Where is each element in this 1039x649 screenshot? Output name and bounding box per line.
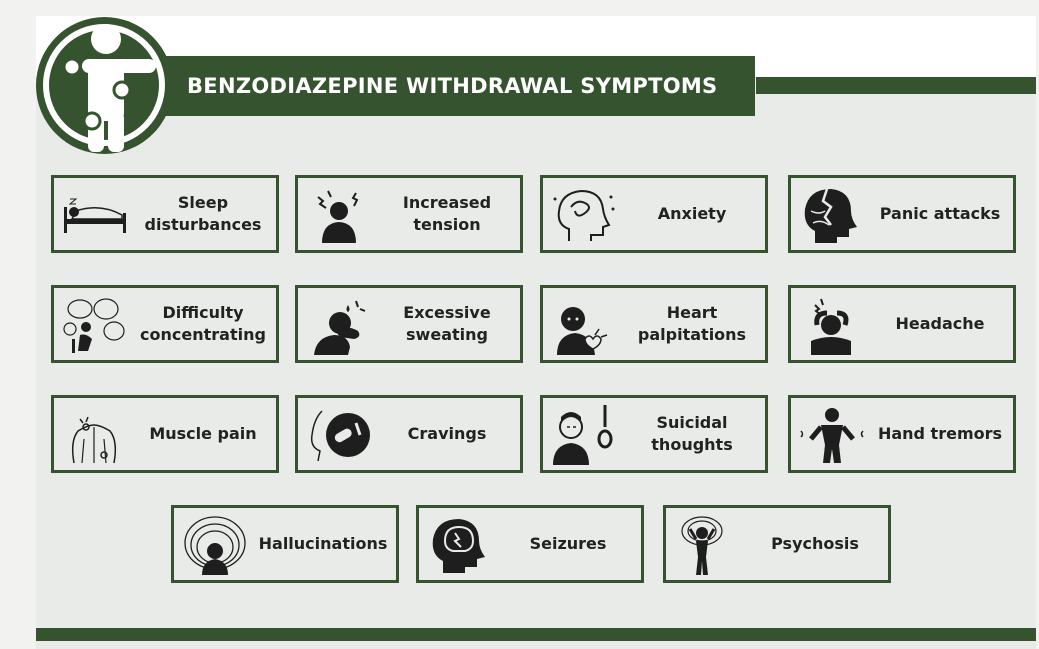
symptom-label: Cravings xyxy=(407,424,487,443)
back-pain-icon xyxy=(60,405,130,465)
symptom-card xyxy=(295,175,523,253)
headache-icon xyxy=(797,295,867,355)
symptom-label: Increased tension xyxy=(402,193,492,234)
symptom-card xyxy=(788,285,1016,363)
disoriented-person-icon xyxy=(672,515,742,575)
symptom-card xyxy=(295,395,523,473)
footer-bar xyxy=(36,628,1036,641)
symptom-card xyxy=(540,395,768,473)
brain-head-icon xyxy=(425,515,495,575)
page-title: BENZODIAZEPINE WITHDRAWAL SYMPTOMS xyxy=(187,74,718,98)
symptom-label: Sleep disturbances xyxy=(144,193,262,234)
broken-head-icon xyxy=(797,185,867,245)
symptom-label: Anxiety xyxy=(657,204,727,223)
anxious-head-icon xyxy=(549,185,619,245)
bed-sleeper-icon xyxy=(60,185,130,245)
symptom-label: Hallucinations xyxy=(258,534,388,553)
sweating-person-icon xyxy=(304,295,374,355)
noose-icon xyxy=(549,405,619,465)
symptom-card xyxy=(171,505,399,583)
symptom-label: Seizures xyxy=(529,534,607,553)
symptom-card xyxy=(540,175,768,253)
symptom-card xyxy=(51,285,279,363)
symptom-label: Panic attacks xyxy=(879,204,1001,223)
symptom-card xyxy=(540,285,768,363)
symptom-card xyxy=(51,175,279,253)
trembling-person-icon xyxy=(797,405,867,465)
symptom-label: Difficulty concentrating xyxy=(140,303,266,344)
thinking-person-icon xyxy=(60,295,130,355)
header-accent-bar xyxy=(756,77,1036,94)
symptom-card xyxy=(295,285,523,363)
stressed-person-icon xyxy=(304,185,374,245)
symptom-label: Suicidal thoughts xyxy=(651,413,733,454)
symptom-label: Psychosis xyxy=(771,534,859,553)
symptom-card xyxy=(51,395,279,473)
symptom-label: Heart palpitations xyxy=(637,303,747,344)
pill-craving-icon xyxy=(304,405,374,465)
symptom-label: Hand tremors xyxy=(877,424,1003,443)
symptom-label: Muscle pain xyxy=(149,424,257,443)
symptom-card xyxy=(788,395,1016,473)
person-pain-points-icon xyxy=(36,17,173,154)
heart-pain-icon xyxy=(549,295,619,355)
symptom-card xyxy=(788,175,1016,253)
symptom-label: Headache xyxy=(895,314,985,333)
spiral-vision-icon xyxy=(180,515,250,575)
symptom-card xyxy=(416,505,644,583)
symptom-card xyxy=(663,505,891,583)
symptom-label: Excessive sweating xyxy=(403,303,491,344)
